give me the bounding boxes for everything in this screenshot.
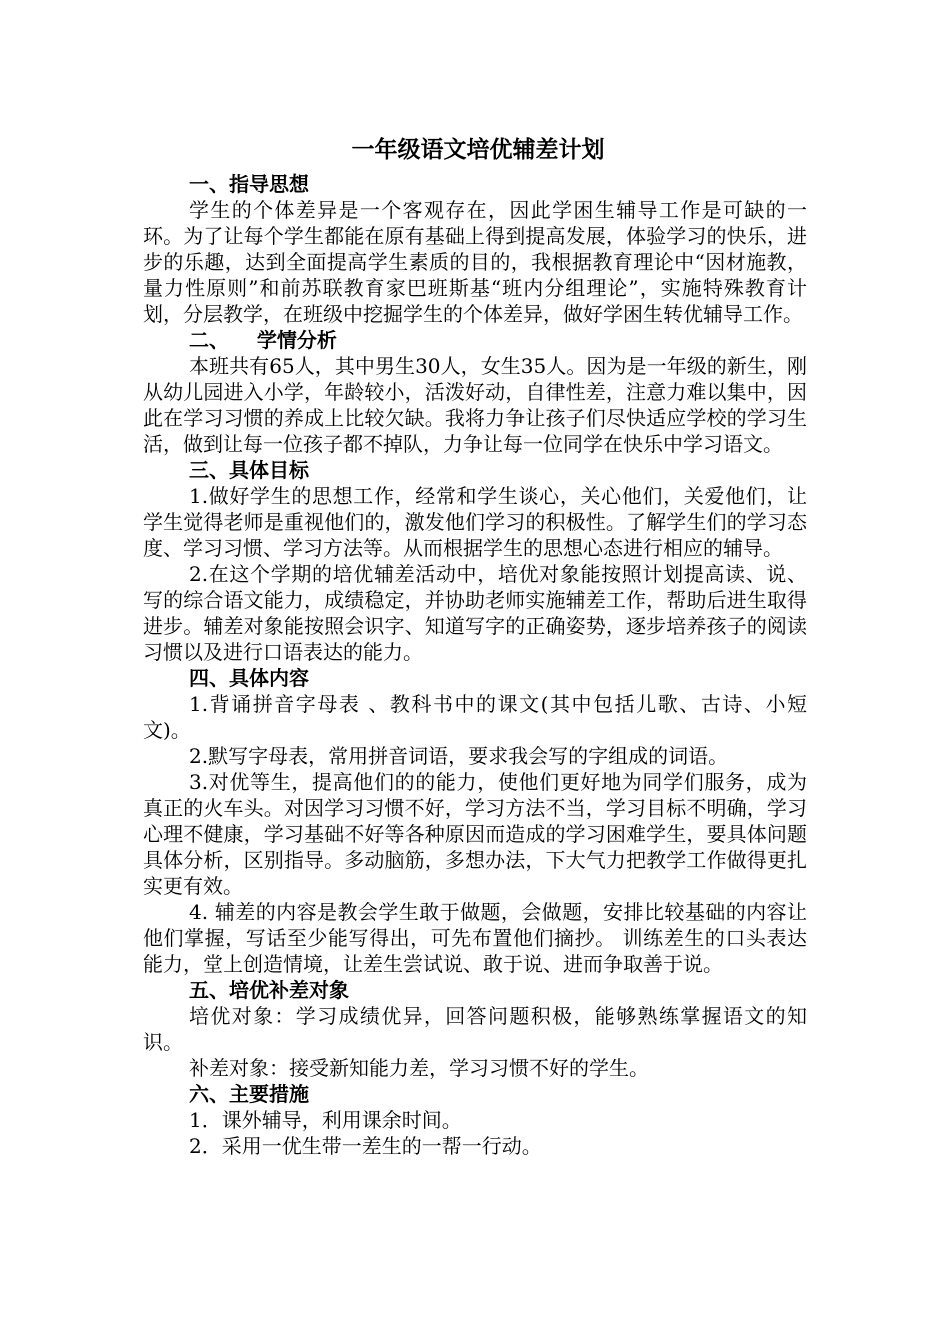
paragraph: 学生的个体差异是一个客观存在，因此学困生辅导工作是可缺的一环。为了让每个学生都能在原有基础上得到提高发展，体验学习的快乐，进步的乐趣，达到全面提高学生素质的目的，我根据教育理论中“因材施教，量力性原则”和前苏联教育家巴班斯基“班内分组理论”，实施特殊教育计划，分层教学，在班级中挖掘学生的个体差异，做好学困生转优辅导工作。 <box>143 198 807 326</box>
section-heading: 三、具体目标 <box>189 458 309 482</box>
section-specific-content <box>143 665 807 977</box>
section-heading: 六、主要措施 <box>189 1082 309 1106</box>
paragraph: 4. 辅差的内容是教会学生敢于做题，会做题，安排比较基础的内容让他们掌握，写话至少能写得出，可先布置他们摘抄。 训练差生的口头表达能力，堂上创造情境，让差生尝试说、敢于说、进而争取善于说。 <box>143 900 807 976</box>
section-student-analysis <box>143 327 807 457</box>
paragraph: 3.对优等生，提高他们的的能力，使他们更好地为同学们服务，成为真正的火车头。对因学习习惯不好，学习方法不当，学习目标不明确，学习心理不健康，学习基础不好等各种原因而造成的学习困难学生，要具体问题具体分析，区别指导。多动脑筋，多想办法，下大气力把教学工作做得更扎实更有效。 <box>143 770 807 898</box>
document-title: 一年级语文培优辅差计划 <box>351 136 605 163</box>
section-heading: 五、培优补差对象 <box>189 978 349 1002</box>
section-specific-goals <box>143 457 807 665</box>
paragraph: 补差对象：接受新知能力差，学习习惯不好的学生。 <box>189 1056 649 1080</box>
list-item: 1．课外辅导，利用课余时间。 <box>189 1108 462 1132</box>
section-guiding-thought <box>143 171 807 327</box>
paragraph: 1.做好学生的思想工作，经常和学生谈心，关心他们，关爱他们，让学生觉得老师是重视他们的，激发他们学习的积极性。了解学生们的学习态度、学习习惯、学习方法等。从而根据学生的思想心态进行相应的辅导。 <box>143 484 807 560</box>
list-item: 2．采用一优生带一差生的一帮一行动。 <box>189 1134 542 1158</box>
section-heading: 四、具体内容 <box>189 666 309 690</box>
section-heading: 一、指导思想 <box>189 172 309 196</box>
section-heading: 二、 学情分析 <box>189 328 337 352</box>
paragraph: 1.背诵拼音字母表 、教科书中的课文(其中包括儿歌、古诗、小短文)。 <box>143 692 807 742</box>
document-page <box>143 133 807 1159</box>
paragraph: 培优对象：学习成绩优异，回答问题积极，能够熟练掌握语文的知识。 <box>143 1004 807 1054</box>
paragraph: 本班共有65人，其中男生30人，女生35人。因为是一年级的新生，刚从幼儿园进入小学，年龄较小，活泼好动，自律性差，注意力难以集中，因此在学习习惯的养成上比较欠缺。我将力争让孩子们尽快适应学校的学习生活，做到让每一位孩子都不掉队，力争让每一位同学在快乐中学习语文。 <box>143 354 807 456</box>
section-target-students <box>143 977 807 1081</box>
paragraph: 2.在这个学期的培优辅差活动中，培优对象能按照计划提高读、说、写的综合语文能力，成绩稳定，并协助老师实施辅差工作，帮助后进生取得进步。辅差对象能按照会识字、知道写字的正确姿势，逐步培养孩子的阅读习惯以及进行口语表达的能力。 <box>143 562 807 664</box>
section-main-measures <box>143 1081 807 1159</box>
paragraph: 2.默写字母表，常用拼音词语，要求我会写的字组成的词语。 <box>189 744 729 768</box>
